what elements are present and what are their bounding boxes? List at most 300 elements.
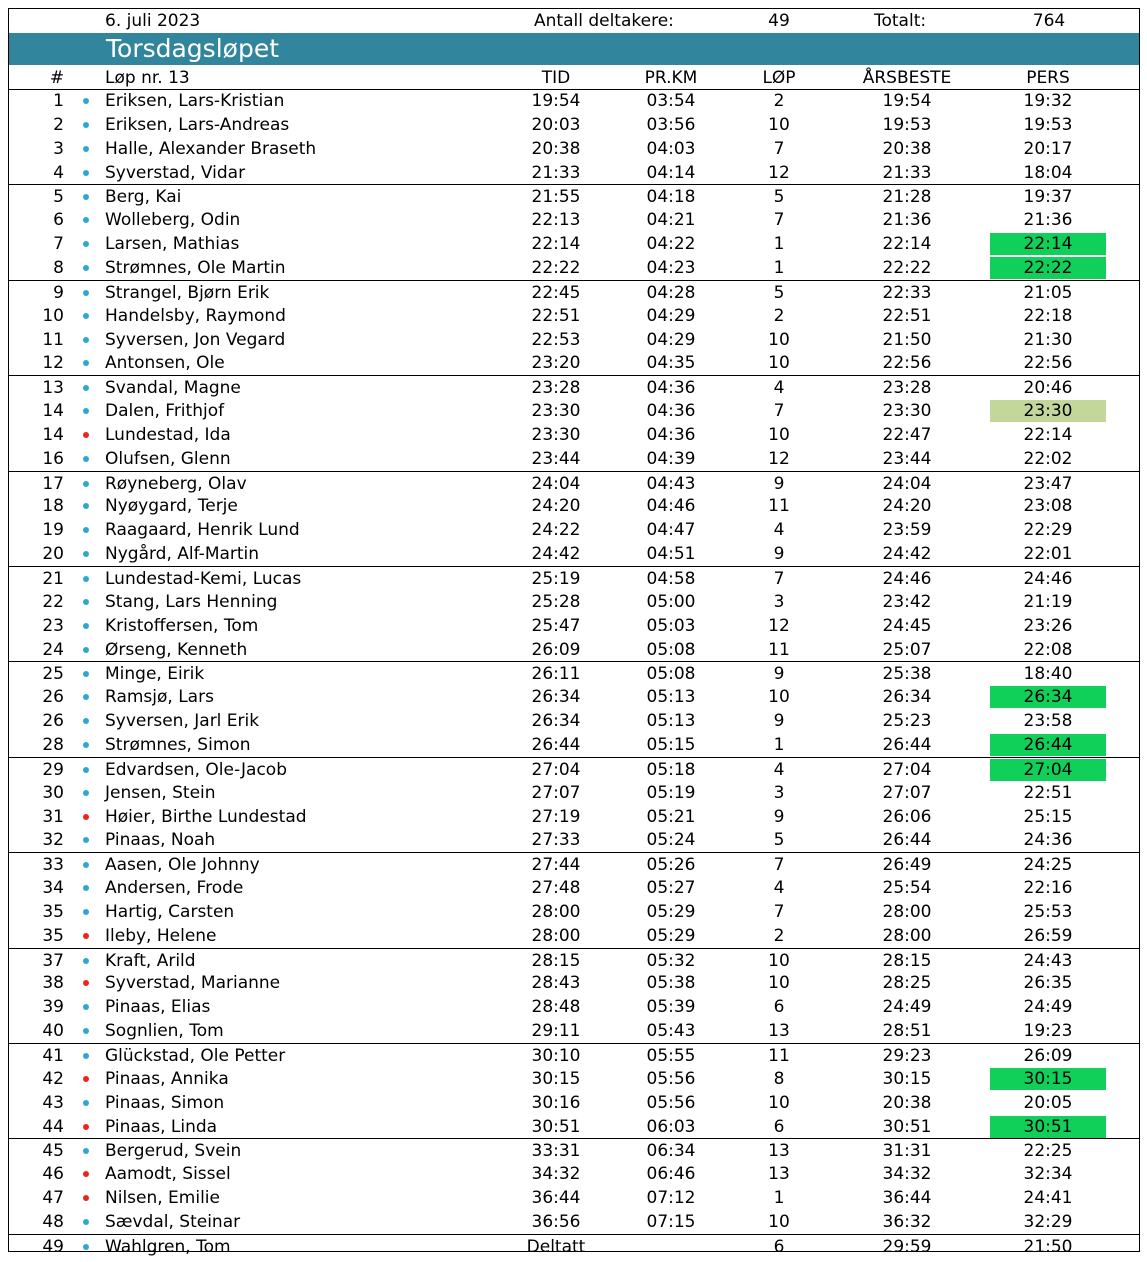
pace-per-km: 04:29 [646, 329, 696, 350]
season-best: 30:51 [882, 1116, 932, 1137]
pace-per-km: 04:51 [646, 544, 696, 565]
time: 24:22 [531, 520, 581, 541]
time: 22:51 [531, 305, 581, 326]
table-row [9, 685, 1139, 709]
race-count: 10 [768, 114, 790, 135]
personal-best: 26:09 [1023, 1046, 1073, 1066]
pace-per-km: 05:43 [646, 1021, 696, 1042]
position: 25 [42, 664, 64, 685]
table-row [9, 328, 1139, 352]
gender-dot-icon [83, 1053, 89, 1059]
gender-dot-icon [83, 576, 89, 582]
position: 44 [42, 1116, 64, 1137]
runner-name: Svandal, Magne [105, 378, 241, 399]
gender-dot-icon [83, 909, 89, 915]
personal-best: 18:04 [1023, 162, 1073, 183]
table-row [9, 256, 1139, 280]
race-count: 10 [768, 1092, 790, 1113]
personal-best: 26:59 [1023, 925, 1073, 946]
position: 6 [53, 210, 64, 231]
table-row [9, 781, 1139, 805]
season-best: 24:45 [882, 615, 932, 636]
pace-per-km: 04:58 [646, 569, 696, 589]
table-row [9, 924, 1139, 948]
pace-per-km: 05:26 [646, 855, 696, 876]
season-best: 22:51 [882, 305, 932, 326]
position: 49 [42, 1236, 64, 1257]
race-count: 8 [773, 1068, 785, 1089]
position: 37 [42, 950, 64, 971]
table-row [9, 161, 1139, 185]
gender-dot-icon [83, 1100, 89, 1106]
time: 28:00 [531, 925, 581, 946]
runner-name: Jensen, Stein [105, 782, 216, 803]
season-best: 27:04 [882, 759, 932, 780]
personal-best: 22:18 [1023, 305, 1073, 326]
personal-best: 24:41 [1023, 1188, 1073, 1209]
runner-name: Strømnes, Simon [105, 734, 251, 755]
runner-name: Wolleberg, Odin [105, 210, 241, 231]
personal-best: 20:46 [1023, 378, 1073, 399]
participants-label: Antall deltakere: [534, 11, 674, 31]
position: 46 [42, 1164, 64, 1185]
time: 19:54 [531, 91, 581, 111]
gender-dot-icon [83, 170, 89, 176]
pace-per-km: 04:36 [646, 424, 696, 445]
season-best: 20:38 [882, 1092, 932, 1113]
race-count: 4 [773, 759, 785, 780]
season-best: 19:53 [882, 114, 932, 135]
pace-per-km: 04:35 [646, 353, 696, 374]
time: 25:47 [531, 615, 581, 636]
gender-dot-icon [83, 958, 89, 964]
runner-name: Edvardsen, Ole-Jacob [105, 759, 288, 780]
gender-dot-icon [83, 1195, 89, 1201]
time: 27:33 [531, 830, 581, 851]
col-num-header: # [49, 68, 65, 88]
season-best: 22:22 [882, 257, 932, 278]
runner-name: Pinaas, Elias [105, 997, 211, 1018]
table-row [9, 447, 1139, 471]
personal-best: 30:51 [1023, 1116, 1073, 1137]
personal-best: 21:19 [1023, 591, 1073, 612]
gender-dot-icon [83, 671, 89, 677]
time: 22:45 [531, 282, 581, 303]
personal-best: 23:47 [1023, 473, 1073, 494]
season-best: 22:56 [882, 353, 932, 374]
runner-name: Syversen, Jarl Erik [105, 711, 260, 732]
table-row [9, 280, 1139, 304]
pace-per-km: 05:19 [646, 782, 696, 803]
time: 24:04 [531, 473, 581, 494]
header-info-row [9, 9, 1139, 33]
season-best: 26:44 [882, 830, 932, 851]
gender-dot-icon [83, 456, 89, 462]
gender-dot-icon [83, 241, 89, 247]
pace-per-km: 03:54 [646, 91, 696, 111]
time: 36:44 [531, 1188, 581, 1209]
race-count: 1 [773, 1188, 785, 1209]
runner-name: Andersen, Frode [105, 878, 244, 899]
time: 27:48 [531, 878, 581, 899]
personal-best: 21:30 [1023, 329, 1073, 350]
position: 23 [42, 615, 64, 636]
runner-name: Eriksen, Lars-Kristian [105, 91, 285, 111]
gender-dot-icon [83, 742, 89, 748]
personal-best: 26:34 [1023, 687, 1073, 708]
personal-best: 27:04 [1023, 759, 1073, 780]
gender-dot-icon [83, 290, 89, 296]
position: 38 [42, 973, 64, 994]
personal-best: 21:36 [1023, 210, 1073, 231]
race-count: 4 [773, 878, 785, 899]
position: 18 [42, 496, 64, 517]
time: 21:33 [531, 162, 581, 183]
pace-per-km: 06:03 [646, 1116, 696, 1137]
season-best: 28:00 [882, 901, 932, 922]
position: 11 [42, 329, 64, 350]
personal-best: 23:58 [1023, 711, 1073, 732]
personal-best: 22:08 [1023, 639, 1073, 660]
time: 30:16 [531, 1092, 581, 1113]
personal-best: 22:25 [1023, 1141, 1073, 1162]
runner-name: Aasen, Ole Johnny [105, 855, 260, 876]
position: 14 [42, 424, 64, 445]
gender-dot-icon [83, 1219, 89, 1225]
personal-best: 23:08 [1023, 496, 1073, 517]
table-row [9, 638, 1139, 662]
personal-best: 22:22 [1023, 257, 1073, 278]
gender-dot-icon [83, 146, 89, 152]
time: 25:28 [531, 591, 581, 612]
time: 23:44 [531, 448, 581, 469]
position: 5 [53, 187, 64, 208]
race-count: 6 [773, 1236, 785, 1257]
race-count: 10 [768, 973, 790, 994]
pace-per-km: 05:13 [646, 687, 696, 708]
season-best: 23:59 [882, 520, 932, 541]
runner-name: Olufsen, Glenn [105, 448, 231, 469]
position: 28 [42, 734, 64, 755]
race-count: 2 [773, 305, 785, 326]
race-count: 10 [768, 424, 790, 445]
season-best: 36:44 [882, 1188, 932, 1209]
personal-best: 23:30 [1023, 401, 1073, 422]
race-count: 9 [773, 664, 785, 685]
table-row [9, 1162, 1139, 1186]
runner-name: Pinaas, Annika [105, 1068, 229, 1089]
runner-name: Syverstad, Vidar [105, 162, 246, 183]
pace-per-km: 03:56 [646, 114, 696, 135]
race-count: 7 [773, 210, 785, 231]
time: 28:00 [531, 901, 581, 922]
season-best: 21:28 [882, 187, 932, 208]
personal-best: 19:37 [1023, 187, 1073, 208]
race-count: 10 [768, 329, 790, 350]
position: 22 [42, 591, 64, 612]
pace-per-km: 05:03 [646, 615, 696, 636]
pace-per-km: 05:27 [646, 878, 696, 899]
runner-name: Kristoffersen, Tom [105, 615, 259, 636]
table-row [9, 733, 1139, 757]
position: 17 [42, 473, 64, 494]
runner-name: Ørseng, Kenneth [105, 639, 248, 660]
position: 7 [53, 234, 64, 255]
time: 30:10 [531, 1046, 581, 1066]
pace-per-km: 04:22 [646, 234, 696, 255]
personal-best: 24:46 [1023, 569, 1073, 589]
time: 24:42 [531, 544, 581, 565]
race-count: 1 [773, 734, 785, 755]
runner-name: Hartig, Carsten [105, 901, 235, 922]
runner-name: Strangel, Bjørn Erik [105, 282, 270, 303]
position: 48 [42, 1211, 64, 1232]
position: 19 [42, 520, 64, 541]
season-best: 21:36 [882, 210, 932, 231]
season-best: 28:25 [882, 973, 932, 994]
season-best: 23:44 [882, 448, 932, 469]
pace-per-km: 05:39 [646, 997, 696, 1018]
position: 47 [42, 1188, 64, 1209]
position: 35 [42, 901, 64, 922]
pace-per-km: 07:15 [646, 1211, 696, 1232]
race-count: 7 [773, 855, 785, 876]
runner-name: Dalen, Frithjof [105, 401, 225, 422]
season-best: 26:44 [882, 734, 932, 755]
season-best: 19:54 [882, 91, 932, 111]
runner-name: Ileby, Helene [105, 925, 217, 946]
table-row [9, 590, 1139, 614]
time: 25:19 [531, 569, 581, 589]
gender-dot-icon [83, 790, 89, 796]
time: 28:48 [531, 997, 581, 1018]
race-count: 7 [773, 901, 785, 922]
table-row [9, 375, 1139, 399]
time: 33:31 [531, 1141, 581, 1162]
position: 45 [42, 1141, 64, 1162]
gender-dot-icon [83, 1124, 89, 1130]
personal-best: 19:23 [1023, 1021, 1073, 1042]
runner-name: Høier, Birthe Lundestad [105, 806, 307, 827]
table-row [9, 1210, 1139, 1234]
time: 26:09 [531, 639, 581, 660]
season-best: 31:31 [882, 1141, 932, 1162]
personal-best: 19:32 [1023, 91, 1073, 111]
season-best: 25:54 [882, 878, 932, 899]
runner-name: Nygård, Alf-Martin [105, 544, 260, 565]
gender-dot-icon [83, 837, 89, 843]
time: 27:07 [531, 782, 581, 803]
position: 41 [42, 1046, 64, 1066]
time: 27:04 [531, 759, 581, 780]
table-row [9, 614, 1139, 638]
col-tid-header: TID [541, 68, 571, 88]
race-date: 6. juli 2023 [105, 11, 201, 31]
pace-per-km: 06:46 [646, 1164, 696, 1185]
time: 28:15 [531, 950, 581, 971]
col-arsbeste-header: ÅRSBESTE [862, 68, 952, 88]
personal-best: 22:16 [1023, 878, 1073, 899]
runner-name: Pinaas, Linda [105, 1116, 218, 1137]
position: 33 [42, 855, 64, 876]
pace-per-km: 05:18 [646, 759, 696, 780]
gender-dot-icon [83, 1148, 89, 1154]
table-row [9, 971, 1139, 995]
gender-dot-icon [83, 313, 89, 319]
pace-per-km: 04:23 [646, 257, 696, 278]
season-best: 27:07 [882, 782, 932, 803]
time: 22:22 [531, 257, 581, 278]
personal-best: 18:40 [1023, 664, 1073, 685]
time: 26:34 [531, 711, 581, 732]
race-count: 12 [768, 615, 790, 636]
title-bar [9, 33, 1139, 65]
personal-best: 24:43 [1023, 950, 1073, 971]
time: 23:30 [531, 424, 581, 445]
gender-dot-icon [83, 623, 89, 629]
personal-best: 24:49 [1023, 997, 1073, 1018]
gender-dot-icon [83, 980, 89, 986]
table-row [9, 471, 1139, 495]
race-count: 4 [773, 520, 785, 541]
pace-per-km: 05:55 [646, 1046, 696, 1066]
table-row [9, 399, 1139, 423]
position: 43 [42, 1092, 64, 1113]
season-best: 22:33 [882, 282, 932, 303]
race-count: 12 [768, 448, 790, 469]
race-count: 10 [768, 1211, 790, 1232]
race-count: 13 [768, 1021, 790, 1042]
position: 13 [42, 378, 64, 399]
personal-best: 22:14 [1023, 424, 1073, 445]
total-label: Totalt: [874, 11, 927, 31]
time: 34:32 [531, 1164, 581, 1185]
season-best: 36:32 [882, 1211, 932, 1232]
race-count: 13 [768, 1141, 790, 1162]
position: 21 [42, 569, 64, 589]
pace-per-km: 04:36 [646, 401, 696, 422]
season-best: 23:30 [882, 401, 932, 422]
pace-per-km: 05:38 [646, 973, 696, 994]
race-count: 10 [768, 353, 790, 374]
time: 22:53 [531, 329, 581, 350]
season-best: 21:33 [882, 162, 932, 183]
gender-dot-icon [83, 767, 89, 773]
position: 35 [42, 925, 64, 946]
pace-per-km: 05:13 [646, 711, 696, 732]
personal-best: 23:26 [1023, 615, 1073, 636]
gender-dot-icon [83, 1171, 89, 1177]
runner-name: Halle, Alexander Braseth [105, 138, 317, 159]
personal-best: 24:36 [1023, 830, 1073, 851]
race-count: 1 [773, 257, 785, 278]
season-best: 30:15 [882, 1068, 932, 1089]
pace-per-km: 04:43 [646, 473, 696, 494]
runner-name: Bergerud, Svein [105, 1141, 242, 1162]
total-count: 764 [1032, 11, 1066, 31]
table-row [9, 1091, 1139, 1115]
personal-best: 21:50 [1023, 1236, 1073, 1257]
season-best: 23:28 [882, 378, 932, 399]
pace-per-km: 05:29 [646, 925, 696, 946]
runner-name: Berg, Kai [105, 187, 182, 208]
table-row [9, 1043, 1139, 1067]
race-count: 5 [773, 282, 785, 303]
race-count: 11 [768, 496, 790, 517]
table-row [9, 709, 1139, 733]
time: 27:19 [531, 806, 581, 827]
personal-best: 24:25 [1023, 855, 1073, 876]
race-count: 2 [773, 91, 785, 111]
runner-name: Glückstad, Ole Petter [105, 1046, 286, 1066]
time: 26:44 [531, 734, 581, 755]
personal-best: 26:44 [1023, 734, 1073, 755]
season-best: 22:47 [882, 424, 932, 445]
runner-name: Nilsen, Emilie [105, 1188, 220, 1209]
race-count: 10 [768, 687, 790, 708]
gender-dot-icon [83, 1244, 89, 1250]
time: 27:44 [531, 855, 581, 876]
page-title: Torsdagsløpet [106, 34, 279, 63]
runner-name: Nyøygard, Terje [105, 496, 238, 517]
race-count: 9 [773, 711, 785, 732]
runner-name: Pinaas, Noah [105, 830, 216, 851]
gender-dot-icon [83, 122, 89, 128]
gender-dot-icon [83, 694, 89, 700]
gender-dot-icon [83, 862, 89, 868]
time: 24:20 [531, 496, 581, 517]
personal-best: 25:53 [1023, 901, 1073, 922]
gender-dot-icon [83, 1004, 89, 1010]
time: 23:20 [531, 353, 581, 374]
season-best: 24:46 [882, 569, 932, 589]
table-row [9, 423, 1139, 447]
column-header-row [9, 65, 1139, 90]
table-row [9, 184, 1139, 208]
season-best: 29:59 [882, 1236, 932, 1257]
time: 20:38 [531, 138, 581, 159]
time: 22:13 [531, 210, 581, 231]
position: 31 [42, 806, 64, 827]
table-row [9, 852, 1139, 876]
race-count: 11 [768, 1046, 790, 1066]
season-best: 24:49 [882, 997, 932, 1018]
gender-dot-icon [83, 933, 89, 939]
pace-per-km: 05:56 [646, 1092, 696, 1113]
runner-name: Strømnes, Ole Martin [105, 257, 286, 278]
table-row [9, 351, 1139, 375]
pace-per-km: 04:21 [646, 210, 696, 231]
season-best: 24:42 [882, 544, 932, 565]
gender-dot-icon [83, 551, 89, 557]
position: 9 [53, 282, 64, 303]
gender-dot-icon [83, 265, 89, 271]
personal-best: 30:15 [1023, 1068, 1073, 1089]
race-count: 3 [773, 591, 785, 612]
pace-per-km: 04:29 [646, 305, 696, 326]
time: 23:30 [531, 401, 581, 422]
time: 22:14 [531, 234, 581, 255]
position: 12 [42, 353, 64, 374]
table-row [9, 757, 1139, 781]
table-row [9, 1186, 1139, 1210]
gender-dot-icon [83, 718, 89, 724]
runner-name: Kraft, Arild [105, 950, 196, 971]
season-best: 28:15 [882, 950, 932, 971]
gender-dot-icon [83, 98, 89, 104]
table-row [9, 948, 1139, 972]
results-sheet [8, 8, 1140, 1257]
